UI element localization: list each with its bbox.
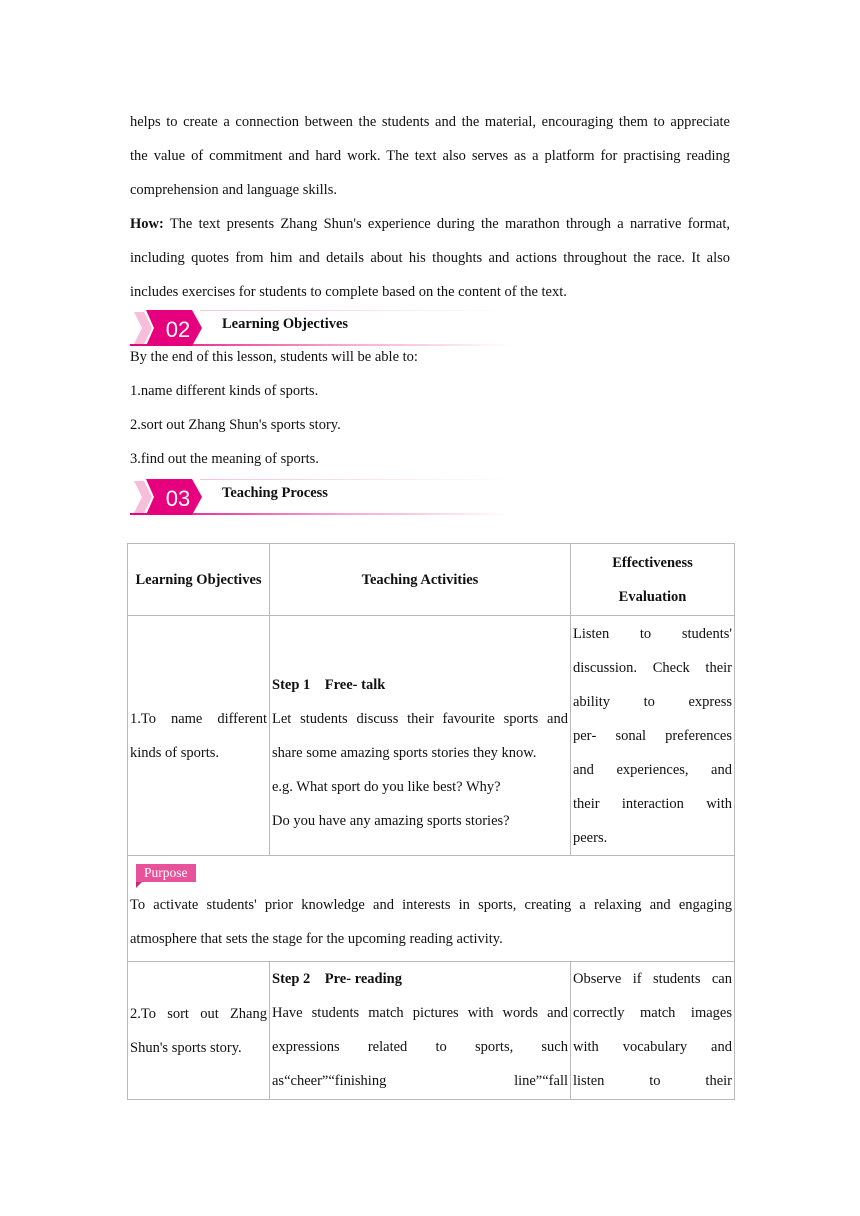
cell-line: share some amazing sports stories they know. bbox=[272, 744, 537, 761]
cell-line: e.g. What sport do you like best? Why? bbox=[272, 778, 501, 795]
objective-item: 2.sort out Zhang Shun's sports story. bbox=[130, 417, 341, 433]
text-line: the value of commitment and hard work. The text also serves as a platform for practising reading bbox=[130, 148, 730, 164]
evaluation-cell bbox=[571, 616, 735, 856]
cell-line: ability to express bbox=[573, 693, 732, 710]
text-line: helps to create a connection between the students and the material, encouraging them to appreciate bbox=[130, 114, 730, 130]
purpose-row bbox=[128, 856, 735, 962]
cell-line: per‐ sonal preferences bbox=[573, 727, 732, 744]
cell-line: with vocabulary and bbox=[573, 1039, 732, 1055]
objective-item: 1.name different kinds of sports. bbox=[130, 383, 319, 399]
cell-line: To activate students' prior knowledge and interests in sports, creating a relaxing and engaging bbox=[130, 897, 732, 913]
cell-line: expressions related to sports, such bbox=[272, 1039, 568, 1055]
activity-cell bbox=[270, 616, 571, 856]
table-row bbox=[128, 962, 735, 1100]
cell-line: 2.To sort out Zhang bbox=[130, 1005, 267, 1022]
text-line: including quotes from him and details about his thoughts and actions throughout the race. It also bbox=[130, 250, 730, 266]
cell-line: Observe if students can bbox=[573, 971, 732, 987]
section-title: Teaching Process bbox=[222, 485, 328, 501]
cell-line: Listen to students' bbox=[573, 625, 732, 642]
section-number: 02 bbox=[165, 317, 191, 342]
step-heading: Step 2 Pre‐ reading bbox=[272, 971, 402, 987]
section-header-learning-objectives bbox=[130, 310, 510, 350]
intro-paragraph bbox=[130, 114, 730, 216]
table-header-row bbox=[128, 544, 735, 616]
how-label: How: bbox=[130, 216, 164, 232]
cell-line: discussion. Check their bbox=[573, 659, 732, 676]
how-paragraph bbox=[130, 216, 730, 318]
text-line: comprehension and language skills. bbox=[130, 182, 337, 198]
divider bbox=[200, 479, 510, 480]
cell-line: kinds of sports. bbox=[130, 744, 220, 761]
header-text: Evaluation bbox=[618, 588, 687, 605]
purpose-text bbox=[130, 888, 732, 956]
evaluation-cell bbox=[571, 962, 735, 1100]
teaching-process-table bbox=[127, 543, 735, 1100]
cell-line: atmosphere that sets the stage for the upcoming reading activity. bbox=[130, 931, 503, 947]
cell-line: listen to their bbox=[573, 1073, 732, 1089]
objectives-intro: By the end of this lesson, students will be able to: bbox=[130, 349, 418, 365]
header-text: Effectiveness bbox=[612, 554, 693, 571]
purpose-tag: Purpose bbox=[136, 864, 196, 882]
cell-line: Do you have any amazing sports stories? bbox=[272, 812, 510, 829]
cell-line: Let students discuss their favourite sports and bbox=[272, 710, 568, 727]
cell-line: 1.To name different bbox=[130, 710, 267, 727]
section-number-badge bbox=[130, 479, 206, 517]
how-text: The text presents Zhang Shun's experience during the marathon through a narrative format, bbox=[163, 216, 730, 232]
objective-cell bbox=[128, 962, 270, 1100]
cell-line: correctly match images bbox=[573, 1005, 732, 1021]
section-header-teaching-process bbox=[130, 479, 510, 519]
section-number-badge bbox=[130, 310, 206, 348]
section-number: 03 bbox=[165, 486, 191, 511]
divider bbox=[200, 310, 510, 311]
objective-item: 3.find out the meaning of sports. bbox=[130, 451, 319, 467]
section-title: Learning Objectives bbox=[222, 316, 349, 332]
table-row bbox=[128, 616, 735, 856]
purpose-cell bbox=[128, 856, 735, 962]
activity-cell bbox=[270, 962, 571, 1100]
header-effectiveness-evaluation bbox=[571, 544, 735, 616]
header-teaching-activities: Teaching Activities bbox=[270, 544, 571, 616]
objective-cell bbox=[128, 616, 270, 856]
cell-line: Have students match pictures with words and bbox=[272, 1005, 568, 1021]
step-heading: Step 1 Free‐ talk bbox=[272, 676, 386, 693]
header-learning-objectives: Learning Objectives bbox=[128, 544, 270, 616]
text-line bbox=[130, 216, 730, 250]
cell-line: Shun's sports story. bbox=[130, 1039, 242, 1056]
text-line: includes exercises for students to complete based on the content of the text. bbox=[130, 284, 567, 300]
cell-line: as“cheer”“finishing line”“fall bbox=[272, 1073, 568, 1089]
cell-line: and experiences, and bbox=[573, 761, 732, 778]
cell-line: peers. bbox=[573, 829, 608, 846]
cell-line: their interaction with bbox=[573, 795, 732, 812]
